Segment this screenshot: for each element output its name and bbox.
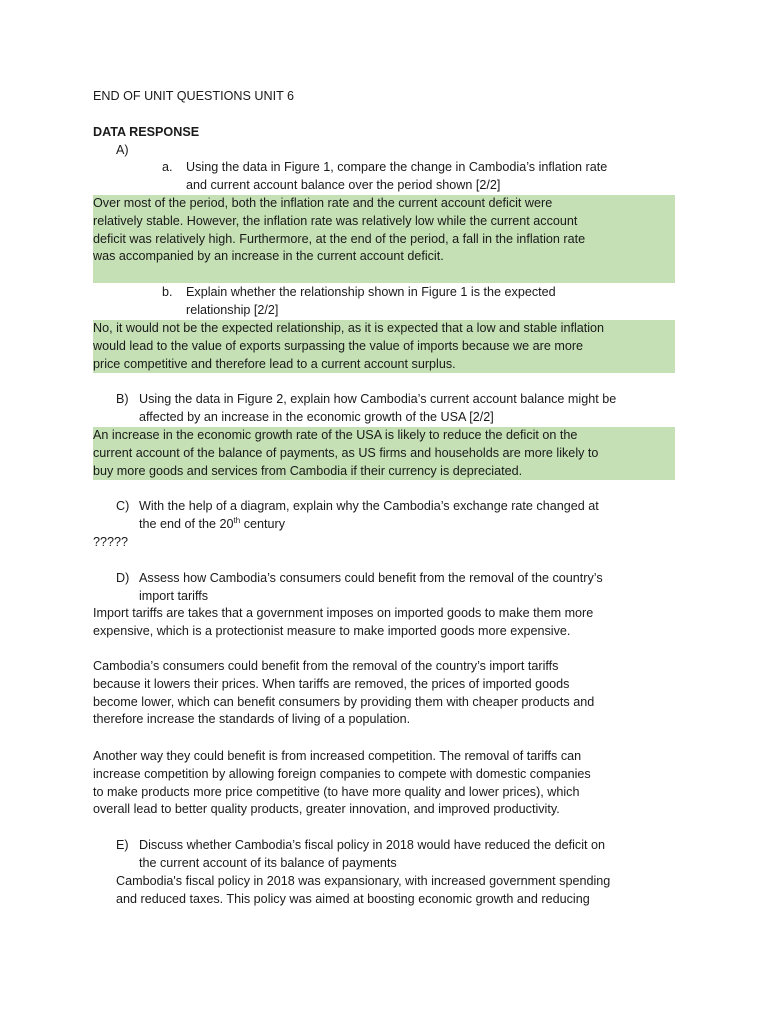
part-d-marker: D) [116,571,130,585]
part-e-line: the current account of its balance of payments [139,855,397,870]
part-b-marker: B) [116,392,129,406]
question-a-line: Using the data in Figure 1, compare the change in Cambodia’s inflation rate [186,160,608,174]
part-c-line: With the help of a diagram, explain why the Cambodia’s exchange rate changed at [139,499,599,513]
section-heading: DATA RESPONSE [93,125,200,139]
part-c-line2-prefix: the end of the 20 [139,516,234,531]
question-b-line: Explain whether the relationship shown in Figure 1 is the expected [186,285,556,299]
question-b-marker: b. [162,285,173,299]
question-a-line: and current account balance over the period shown [2/2] [186,177,501,192]
document-title: END OF UNIT QUESTIONS UNIT 6 [93,89,295,103]
part-c-line2-suffix: century [240,516,286,531]
paragraph-line: Cambodia’s consumers could benefit from the removal of the country’s import tariffs [93,659,559,673]
answer-part-b-line: buy more goods and services from Cambodia if their currency is depreciated. [93,463,523,478]
part-d-paragraph-3 [93,748,591,819]
paragraph-line: overall lead to better quality products, greater innovation, and improved productivity. [93,802,560,817]
paragraph-line: Import tariffs are takes that a government imposes on imported goods to make them more [93,606,594,620]
paragraph-line: to make products more price competitive (to have more quality and lower prices), which [93,784,580,799]
part-b-line: Using the data in Figure 2, explain how Cambodia’s current account balance might be [139,392,617,406]
part-e-answer [116,873,610,909]
paragraph-line: because it lowers their prices. When tariffs are removed, the prices of imported goods [93,676,570,691]
part-e-text [139,837,605,873]
part-d-paragraph-2 [93,658,594,729]
paragraph-line: expensive, which is a protectionist measure to make imported goods more expensive. [93,623,571,638]
paragraph-line: increase competition by allowing foreign companies to compete with domestic companies [93,766,591,781]
answer-a-highlight [93,195,675,283]
answer-a-line: relatively stable. However, the inflation rate was relatively low while the current account [93,213,578,228]
part-b-line: affected by an increase in the economic growth of the USA [2/2] [139,409,494,424]
paragraph-line: Another way they could benefit is from increased competition. The removal of tariffs can [93,749,582,763]
answer-part-b-line: current account of the balance of payments, as US firms and households are more likely to [93,445,599,460]
answer-b-line: No, it would not be the expected relationship, as it is expected that a low and stable inflation [93,321,605,335]
question-a-marker: a. [162,160,173,174]
part-d-text [139,570,603,606]
answer-b-line: price competitive and therefore lead to a current account surplus. [93,356,456,371]
part-c-marker: C) [116,499,130,513]
ordinal-suffix: th [233,515,241,525]
answer-a-line: deficit was relatively high. Furthermore, at the end of the period, a fall in the inflation rate [93,231,586,246]
part-e-line: Discuss whether Cambodia’s fiscal policy in 2018 would have reduced the deficit on [139,838,605,852]
part-c-answer: ????? [93,535,129,549]
part-d-line: Assess how Cambodia’s consumers could benefit from the removal of the country’s [139,571,603,585]
part-e-answer-line: and reduced taxes. This policy was aimed at boosting economic growth and reducing [116,891,590,906]
answer-b-line: would lead to the value of exports surpassing the value of imports because we are more [93,338,584,353]
part-e-marker: E) [116,838,129,852]
paragraph-line: therefore increase the standards of living of a population. [93,712,411,727]
part-e-answer-line: Cambodia's fiscal policy in 2018 was expansionary, with increased government spending [116,874,611,888]
question-b-line: relationship [2/2] [186,302,279,317]
part-c-text [139,498,599,534]
part-d-paragraph-1 [93,605,593,641]
part-a-marker: A) [116,143,129,157]
answer-part-b-highlight [93,427,675,480]
answer-a-line: Over most of the period, both the inflation rate and the current account deficit were [93,196,553,210]
part-b-text [139,391,616,427]
answer-a-line: was accompanied by an increase in the current account deficit. [93,249,444,264]
question-a-text [186,159,607,195]
answer-part-b-line: An increase in the economic growth rate of the USA is likely to reduce the deficit on the [93,428,578,442]
part-d-line: import tariffs [139,588,209,603]
question-b-text [186,284,556,320]
paragraph-line: become lower, which can benefit consumers by providing them with cheaper products and [93,694,595,709]
answer-b-highlight [93,320,675,373]
part-c-line [139,516,599,534]
